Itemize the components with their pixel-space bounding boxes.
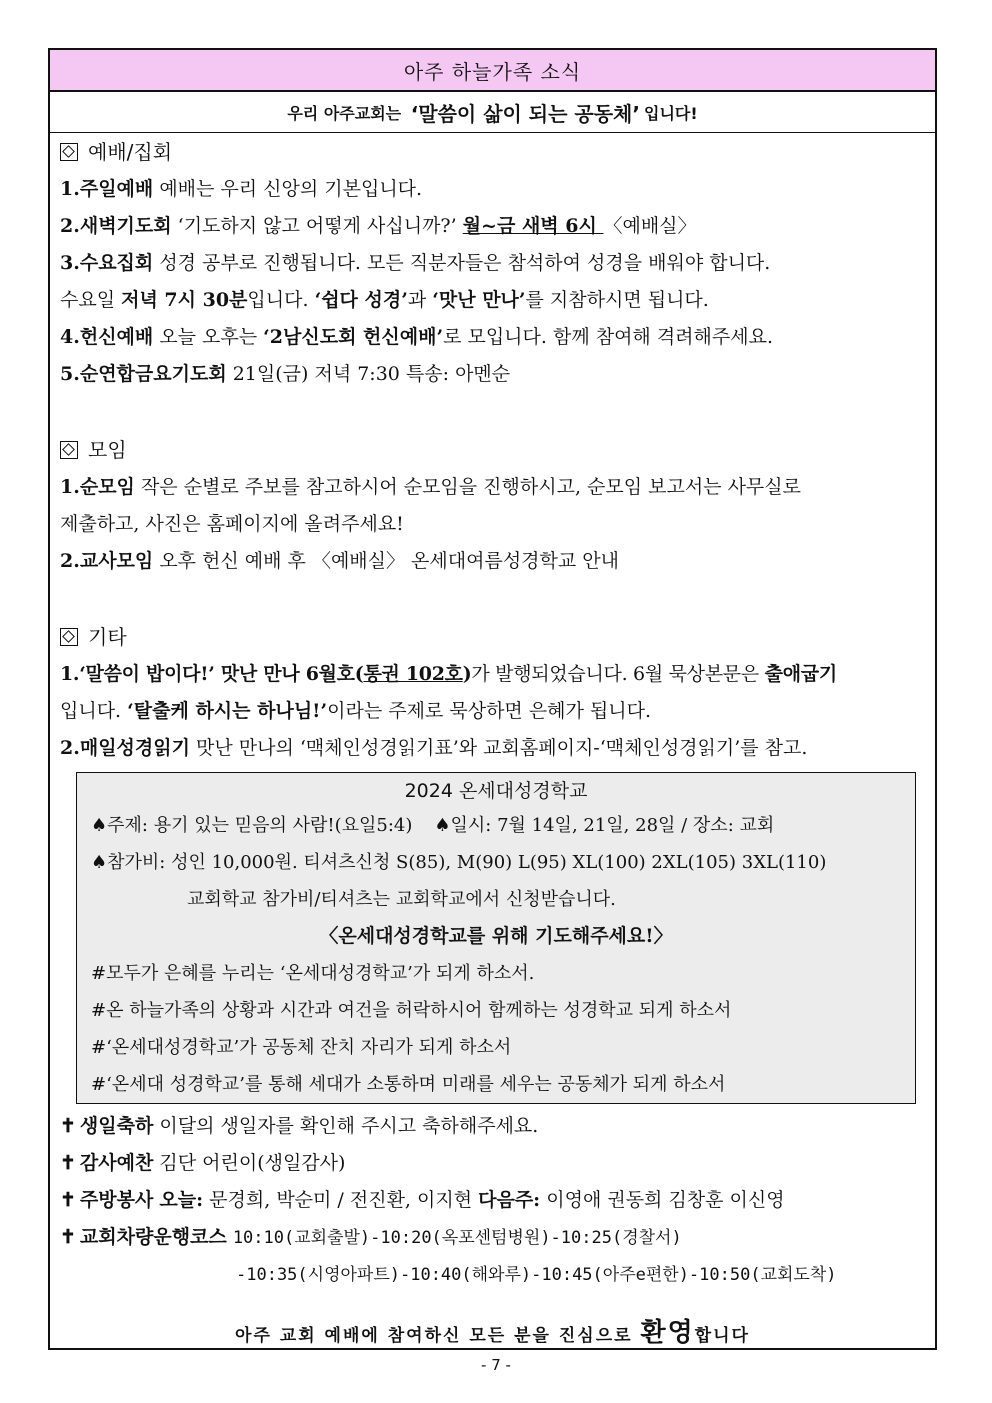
section-etc-heading — [60, 618, 935, 656]
welcome-text: 아주 교회 예배에 참여하신 모든 분을 진심으로 — [235, 1326, 633, 1346]
school-theme: ♠주제: 용기 있는 믿음의 사람!(요일5:4) — [91, 815, 413, 836]
meeting-item-2 — [60, 543, 935, 580]
prayer-item: #모두가 은혜를 누리는 ‘온세대성경학교’가 되게 하소서. — [91, 963, 535, 984]
item-label: 4.헌신예배 — [60, 326, 154, 348]
notice-birthday — [60, 1108, 935, 1145]
school-fee: ♠참가비: 성인 10,000원. 티셔츠신청 S(85), M(90) L(95) XL(100) 2XL(105) 3XL(110) — [91, 852, 827, 873]
item-text: 입니다. — [247, 289, 309, 311]
item-label: 1.‘말씀이 밥이다!’ 맛난 만나 6월호( — [60, 663, 364, 685]
notice-sublabel: 다음주: — [478, 1189, 541, 1211]
motto-post: 입니다! — [643, 103, 698, 123]
item-text: 오후 헌신 예배 후 〈예배실〉 온세대여름성경학교 안내 — [159, 550, 619, 572]
notice-label: 주방봉사 — [79, 1189, 154, 1211]
item-text: 맛난 만나의 ‘맥체인성경읽기표’와 교회홈페이지-‘맥체인성경읽기’를 참고. — [196, 737, 808, 759]
church-motto — [50, 92, 935, 133]
item-label: 3.수요집회 — [60, 252, 154, 274]
motto-highlight: ‘말씀이 삶이 되는 공동체’ — [410, 101, 640, 126]
cross-icon: ✝ — [60, 1115, 76, 1137]
item-book: 출애굽기 — [764, 663, 837, 685]
school-fee-note: 교회학교 참가비/티셔츠는 교회학교에서 신청받습니다. — [187, 889, 616, 910]
section-marker-icon — [60, 628, 78, 646]
worship-item-2 — [60, 208, 935, 245]
item-text: 작은 순별로 주보를 참고하시어 순모임을 진행하시고, 순모임 보고서는 사무실로 — [140, 476, 801, 498]
notice-text: 문경희, 박순미 / 전진환, 이지현 — [209, 1189, 473, 1211]
item-label: 2.새벽기도회 — [60, 215, 172, 237]
item-label: 2.교사모임 — [60, 550, 154, 572]
bible-school-box — [76, 772, 916, 1104]
meeting-item-1-cont: 제출하고, 사진은 홈페이지에 올려주세요! — [60, 513, 404, 535]
welcome-text: 합니다 — [694, 1326, 750, 1346]
etc-item-1-cont — [60, 693, 935, 730]
cross-icon: ✝ — [60, 1189, 76, 1211]
motto-pre: 우리 아주교회는 — [287, 103, 402, 123]
prayer-item: #온 하늘가족의 상황과 시간과 여건을 허락하시어 함께하는 성경학교 되게 하소서 — [91, 1000, 732, 1021]
item-text: 성경 공부로 진행됩니다. 모든 직분자들은 참석하여 성경을 배워야 합니다. — [159, 252, 771, 274]
section-title: 예배/집회 — [88, 140, 173, 164]
notice-bus-cont — [60, 1256, 935, 1293]
cross-icon: ✝ — [60, 1152, 76, 1174]
item-book: ‘쉽다 성경’ — [314, 289, 408, 311]
item-text: 과 — [407, 289, 427, 311]
notice-text: 이달의 생일자를 확인해 주시고 축하해주세요. — [159, 1115, 539, 1137]
section-marker-icon — [60, 441, 78, 459]
item-text: 입니다. — [60, 700, 122, 722]
section-title: 모임 — [88, 438, 127, 462]
item-time: 월~금 새벽 6시 — [462, 215, 604, 237]
etc-item-2 — [60, 730, 935, 767]
item-text: 오늘 오후는 — [159, 326, 258, 348]
section-worship-heading — [60, 133, 935, 171]
item-highlight: ‘2남신도회 헌신예배’ — [263, 326, 444, 348]
notice-text: 김단 어린이(생일감사) — [159, 1152, 346, 1174]
page-number: - 7 - — [481, 1356, 511, 1374]
notice-kitchen — [60, 1182, 935, 1219]
item-place: 〈예배실〉 — [603, 215, 697, 237]
item-label: 1.주일예배 — [60, 178, 154, 200]
cross-icon: ✝ — [60, 1226, 76, 1248]
section-title: 기타 — [88, 625, 127, 649]
item-text: 를 지참하시면 됩니다. — [525, 289, 709, 311]
item-label: ) — [462, 663, 472, 685]
worship-item-5 — [60, 356, 935, 393]
item-label: 1.순모임 — [60, 476, 135, 498]
bus-route: -10:35(시영아파트)-10:40(해와루)-10:45(아주e편한)-10:50(교회도착) — [236, 1265, 837, 1285]
page-title: 아주 하늘가족 소식 — [50, 50, 935, 92]
worship-item-4 — [60, 319, 935, 356]
welcome-emphasis: 환영 — [640, 1318, 695, 1348]
notice-label: 교회차량운행코스 — [79, 1226, 227, 1248]
item-volume: 통권 102호 — [363, 663, 463, 685]
spacer — [60, 580, 935, 618]
item-label: 2.매일성경읽기 — [60, 737, 190, 759]
item-theme: ‘탈출케 하시는 하나님!’ — [127, 700, 328, 722]
prayer-item: #‘온세대성경학교’가 공동체 잔치 자리가 되게 하소서 — [91, 1037, 512, 1058]
worship-item-1 — [60, 171, 935, 208]
worship-item-3-cont — [60, 282, 935, 319]
school-date: ♠일시: 7월 14일, 21일, 28일 / 장소: 교회 — [434, 815, 775, 836]
item-text: 로 모입니다. 함께 참여해 격려해주세요. — [443, 326, 773, 348]
bus-route: 10:10(교회출발)-10:20(옥포센텀병원)-10:25(경찰서) — [232, 1228, 682, 1248]
box-title: 2024 온세대성경학교 — [404, 780, 588, 802]
meeting-item-1 — [60, 469, 935, 506]
bulletin-frame — [48, 48, 937, 1350]
item-time: 저녁 7시 30분 — [121, 289, 248, 311]
bulletin-content — [50, 133, 935, 1293]
notice-label: 생일축하 — [79, 1115, 154, 1137]
item-text: 예배는 우리 신앙의 기본입니다. — [159, 178, 423, 200]
item-text: 이라는 주제로 묵상하면 은혜가 됩니다. — [327, 700, 652, 722]
school-theme-date — [91, 807, 915, 844]
notice-text: 이영애 권동희 김창훈 이신영 — [546, 1189, 785, 1211]
item-text: 21일(금) 저녁 7:30 특송: 아멘순 — [232, 363, 511, 385]
item-text: 수요일 — [60, 289, 116, 311]
notice-bus — [60, 1219, 935, 1256]
notice-thanks — [60, 1145, 935, 1182]
item-label: 5.순연합금요기도회 — [60, 363, 227, 385]
section-marker-icon — [60, 143, 78, 161]
item-text: ‘기도하지 않고 어떻게 사십니까?’ — [177, 215, 457, 237]
notice-sublabel: 오늘: — [159, 1189, 204, 1211]
worship-item-3 — [60, 245, 935, 282]
welcome-message — [50, 1312, 935, 1349]
section-meeting-heading — [60, 431, 935, 469]
notice-label: 감사예찬 — [79, 1152, 154, 1174]
prayer-item: #‘온세대 성경학교’를 통해 세대가 소통하며 미래를 세우는 공동체가 되게 하소서 — [91, 1074, 726, 1095]
item-text: 가 발행되었습니다. 6월 묵상본문은 — [471, 663, 759, 685]
spacer — [60, 393, 935, 431]
etc-item-1 — [60, 656, 935, 693]
prayer-title: 〈온세대성경학교를 위해 기도해주세요!〉 — [319, 925, 673, 947]
item-book: ‘맛난 만나’ — [432, 289, 526, 311]
